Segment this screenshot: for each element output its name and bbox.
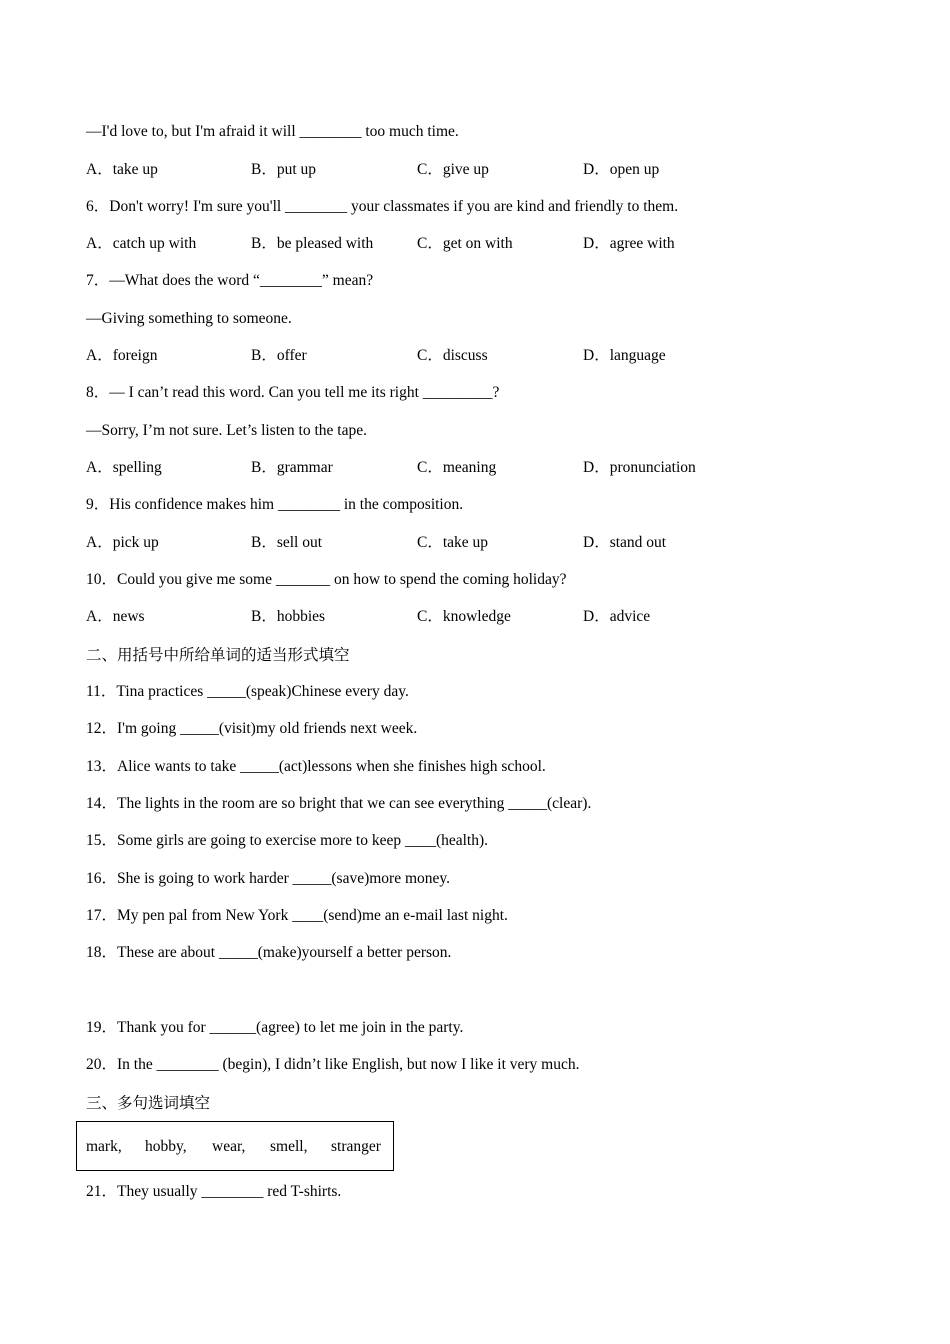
question-7: 7．—What does the word “________” mean? <box>86 272 374 289</box>
word-bank-item: hobby, <box>145 1138 187 1155</box>
options-q7 <box>86 346 886 366</box>
question-11: 11．Tina practices _____(speak)Chinese every day. <box>86 683 409 700</box>
option-d: D．open up <box>583 161 660 178</box>
option-c: C．discuss <box>417 347 488 364</box>
word-bank-item: mark, <box>86 1138 122 1155</box>
option-a: A．pick up <box>86 534 159 551</box>
word-bank-item: stranger <box>331 1138 381 1155</box>
question-16: 16．She is going to work harder _____(save)more money. <box>86 870 451 887</box>
section-3-heading: 三、多句选词填空 <box>86 1094 211 1112</box>
options-q8 <box>86 458 886 478</box>
question-7-reply: —Giving something to someone. <box>86 310 292 327</box>
options-q10 <box>86 607 886 627</box>
question-15: 15．Some girls are going to exercise more to keep ____(health). <box>86 832 489 849</box>
question-8: 8．— I can’t read this word. Can you tell me its right _________? <box>86 384 500 401</box>
options-q5 <box>86 160 886 180</box>
option-d: D．agree with <box>583 235 675 252</box>
question-17: 17．My pen pal from New York ____(send)me an e-mail last night. <box>86 907 508 924</box>
option-a: A．catch up with <box>86 235 197 252</box>
question-6: 6．Don't worry! I'm sure you'll ________ your classmates if you are kind and friendly to them. <box>86 198 679 215</box>
question-8-reply: —Sorry, I’m not sure. Let’s listen to the tape. <box>86 422 367 439</box>
word-bank-item: wear, <box>212 1138 246 1155</box>
option-c: C．give up <box>417 161 489 178</box>
option-b: B．grammar <box>251 459 333 476</box>
option-c: C．take up <box>417 534 489 551</box>
word-bank-box <box>76 1121 394 1171</box>
option-c: C．meaning <box>417 459 497 476</box>
option-a: A．foreign <box>86 347 158 364</box>
question-14: 14．The lights in the room are so bright that we can see everything _____(clear). <box>86 795 592 812</box>
question-10: 10．Could you give me some _______ on how to spend the coming holiday? <box>86 571 567 588</box>
option-b: B．put up <box>251 161 317 178</box>
word-bank-item: smell, <box>270 1138 308 1155</box>
question-13: 13．Alice wants to take _____(act)lessons when she finishes high school. <box>86 758 546 775</box>
option-d: D．pronunciation <box>583 459 696 476</box>
option-b: B．be pleased with <box>251 235 374 252</box>
section-2-heading: 二、用括号中所给单词的适当形式填空 <box>86 646 350 664</box>
option-b: B．hobbies <box>251 608 326 625</box>
question-21: 21．They usually ________ red T-shirts. <box>86 1183 342 1200</box>
question-9: 9．His confidence makes him ________ in the composition. <box>86 496 464 513</box>
option-d: D．language <box>583 347 666 364</box>
option-a: A．take up <box>86 161 158 178</box>
question-20: 20．In the ________ (begin), I didn’t like English, but now I like it very much. <box>86 1056 580 1073</box>
option-b: B．sell out <box>251 534 323 551</box>
option-c: C．knowledge <box>417 608 511 625</box>
question-12: 12．I'm going _____(visit)my old friends next week. <box>86 720 418 737</box>
option-d: D．stand out <box>583 534 667 551</box>
option-a: A．spelling <box>86 459 162 476</box>
option-b: B．offer <box>251 347 307 364</box>
option-c: C．get on with <box>417 235 513 252</box>
option-d: D．advice <box>583 608 651 625</box>
option-a: A．news <box>86 608 145 625</box>
question-5-reply: —I'd love to, but I'm afraid it will ________ too much time. <box>86 123 459 140</box>
question-18: 18．These are about _____(make)yourself a better person. <box>86 944 452 961</box>
question-19: 19．Thank you for ______(agree) to let me join in the party. <box>86 1019 464 1036</box>
options-q6 <box>86 234 886 254</box>
options-q9 <box>86 533 886 553</box>
